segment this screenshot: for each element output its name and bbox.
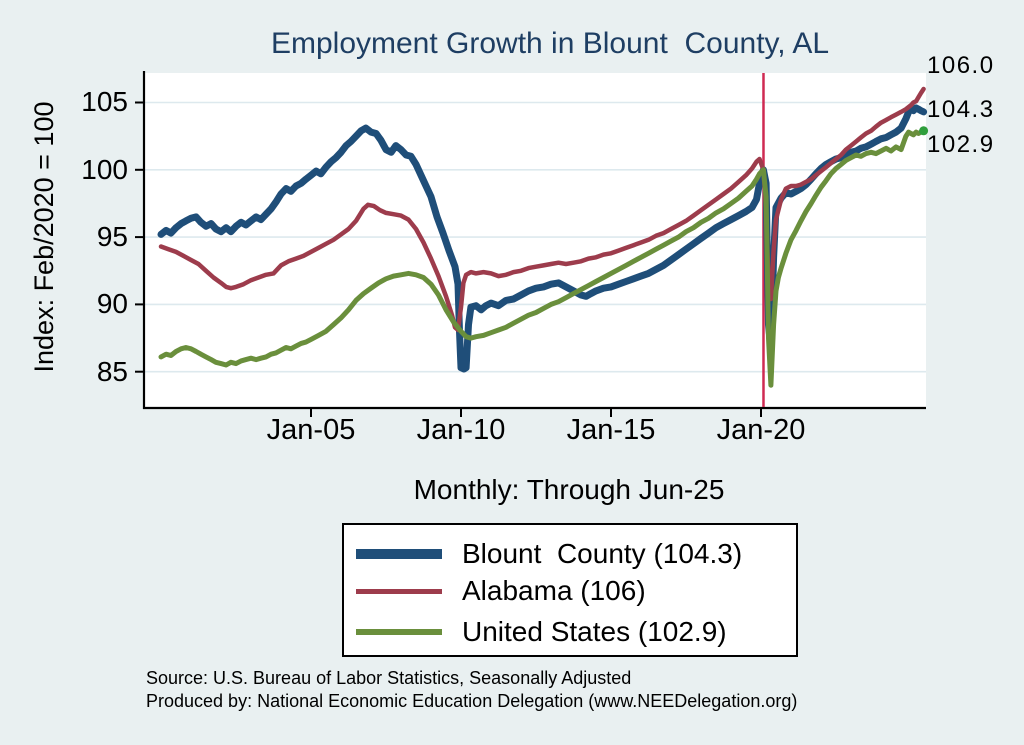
y-tick-label-85: 85 xyxy=(96,356,128,387)
legend-item-blount-county xyxy=(356,535,742,573)
x-tick-label-jan20: Jan-20 xyxy=(716,414,806,446)
x-tick-label-jan10: Jan-10 xyxy=(416,414,506,446)
legend-item-alabama xyxy=(356,572,646,610)
blount-county-line-swatch xyxy=(356,549,442,559)
x-tick-label-jan05: Jan-05 xyxy=(266,414,356,446)
legend-label-united-states: United States (102.9) xyxy=(462,616,727,647)
end-value-label-united-states: 102.9 xyxy=(927,131,995,158)
y-tick-label-95: 95 xyxy=(96,221,128,252)
legend-item-united-states xyxy=(356,613,727,651)
y-tick-label-105: 105 xyxy=(81,86,128,117)
x-tick-label-jan15: Jan-15 xyxy=(566,414,656,446)
legend-label-blount-county: Blount County (104.3) xyxy=(462,538,743,569)
chart-title: Employment Growth in Blount County, AL xyxy=(270,27,830,60)
y-axis-title: Index: Feb/2020 = 100 xyxy=(29,101,59,373)
legend xyxy=(342,523,798,657)
y-tick-label-90: 90 xyxy=(96,288,128,319)
end-value-label-alabama: 106.0 xyxy=(927,52,995,79)
chart-subtitle: Monthly: Through Jun-25 xyxy=(413,474,725,505)
united-states-line-swatch xyxy=(356,629,442,635)
alabama-line-swatch xyxy=(356,589,442,594)
legend-label-alabama: Alabama (106) xyxy=(462,575,646,606)
y-tick-label-100: 100 xyxy=(81,154,128,185)
end-value-label-blount-county: 104.3 xyxy=(927,96,995,123)
produced-by-note: Produced by: National Economic Education Delegation (www.NEEDelegation.org) xyxy=(146,690,798,711)
footer xyxy=(146,667,797,712)
source-note: Source: U.S. Bureau of Labor Statistics, Seasonally Adjusted xyxy=(146,668,632,688)
